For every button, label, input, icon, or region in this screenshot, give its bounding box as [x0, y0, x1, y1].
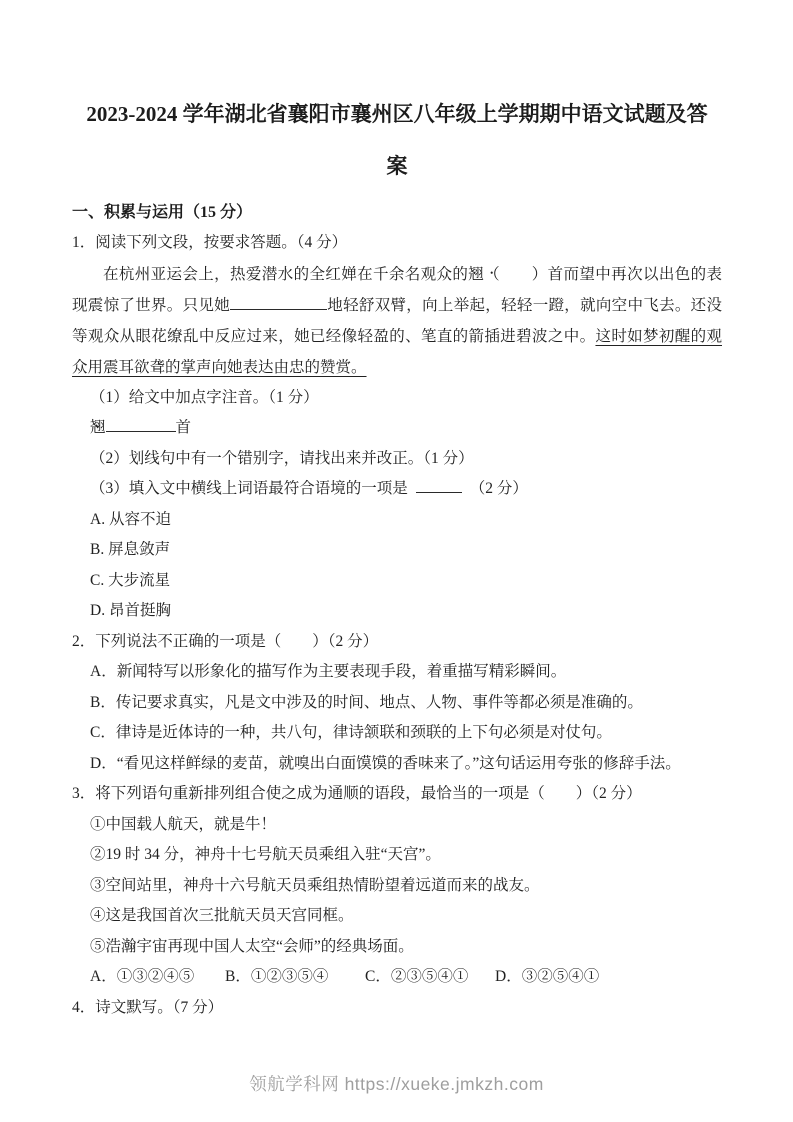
page-title-line2: 案	[386, 154, 408, 178]
q3-option-b: B．①②③⑤④	[225, 968, 329, 985]
q1-stem: 1．阅读下列文段，按要求答题。（4 分）	[72, 234, 348, 251]
q3-option-a: A．①③②④⑤	[90, 968, 195, 985]
dotted-char: 翘 •	[468, 266, 484, 283]
q3-option-c: C．②③⑤④①	[365, 968, 469, 985]
q4-stem: 4．诗文默写。（7 分）	[72, 998, 224, 1016]
page-title-line1: 2023-2024 学年湖北省襄阳市襄州区八年级上学期期中语文试题及答	[86, 102, 708, 126]
fill-in-blank	[230, 294, 327, 310]
q1-option-a: A. 从容不迫	[90, 510, 171, 528]
passage-text-2: （ ）首而望中再次以出色的表现震惊了世界。只见她	[72, 265, 722, 314]
q3-sentence-3: ③空间站里，神舟十六号航天员乘组热情盼望着远道而来的战友。	[90, 876, 540, 894]
q2-option-d: D．“看见这样鲜绿的麦苗，就嗅出白面馍馍的香味来了。”这句话运用夸张的修辞手法。	[90, 754, 681, 772]
q1-passage	[72, 259, 722, 383]
underlined-sentence: 这时如梦初醒的观众用震耳欲聋的掌声向她表达由忠的赞赏。	[72, 327, 722, 376]
q1-sub3-score: （2 分）	[469, 480, 528, 497]
q2-option-a: A．新闻特写以形象化的描写作为主要表现手段，着重描写精彩瞬间。	[90, 663, 567, 680]
q1-option-b: B. 屏息敛声	[90, 541, 171, 558]
q3-sentence-1: ①中国载人航天，就是牛！	[90, 815, 277, 833]
q3-options-row	[72, 962, 722, 993]
q1-sub1: （1）给文中加点字注音。（1 分）	[90, 388, 319, 406]
q3-sentence-5: ⑤浩瀚宇宙再现中国人太空“会师”的经典场面。	[90, 937, 414, 955]
passage-text-1: 在杭州亚运会上，热爱潜水的全红婵在千余名观众的	[103, 265, 469, 283]
pinyin-dotted-char: 翘 •	[90, 419, 106, 436]
q1-sub2: （2）划线句中有一个错别字，请找出来并改正。（1 分）	[90, 449, 474, 467]
q2-option-c: C．律诗是近体诗的一种，共八句，律诗颔联和颈联的上下句必须是对仗句。	[90, 724, 612, 741]
q1-option-c: C. 大步流星	[90, 571, 171, 589]
passage-text-3: 地轻舒双臂，向上举起，轻轻一蹬，就向空中飞去。还没等观众从眼花缭乱中反应过来，她已经像轻盈的、笔直的箭插进碧波之中。	[72, 296, 722, 345]
pinyin-suffix: 首	[175, 419, 192, 436]
q3-option-d: D．③②⑤④①	[495, 968, 600, 985]
q1-pinyin-line	[72, 413, 722, 444]
q3-sentence-4: ④这是我国首次三批航天员天宫同框。	[90, 907, 354, 924]
q1-sub3	[72, 474, 722, 505]
q2-stem: 2．下列说法不正确的一项是（ ）（2 分）	[72, 632, 379, 650]
q1-sub3-text: （3）填入文中横线上词语最符合语境的一项是	[90, 480, 408, 497]
pinyin-answer-blank	[106, 416, 176, 432]
watermark-footer: 领航学科网 https://xueke.jmkzh.com	[249, 1074, 544, 1094]
q3-sentence-2: ②19 时 34 分，神舟十七号航天员乘组入驻“天宫”。	[90, 846, 441, 863]
section-heading: 一、积累与运用（15 分）	[72, 204, 253, 221]
q1-sub3-answer-blank	[416, 477, 462, 493]
q2-option-b: B．传记要求真实，凡是文中涉及的时间、地点、人物、事件等都必须是准确的。	[90, 693, 643, 711]
q3-stem: 3．将下列语句重新排列组合使之成为通顺的语段，最恰当的一项是（ ）（2 分）	[72, 785, 642, 802]
q1-option-d: D. 昂首挺胸	[90, 602, 171, 619]
document-content	[72, 0, 722, 1023]
page-title	[72, 88, 722, 192]
